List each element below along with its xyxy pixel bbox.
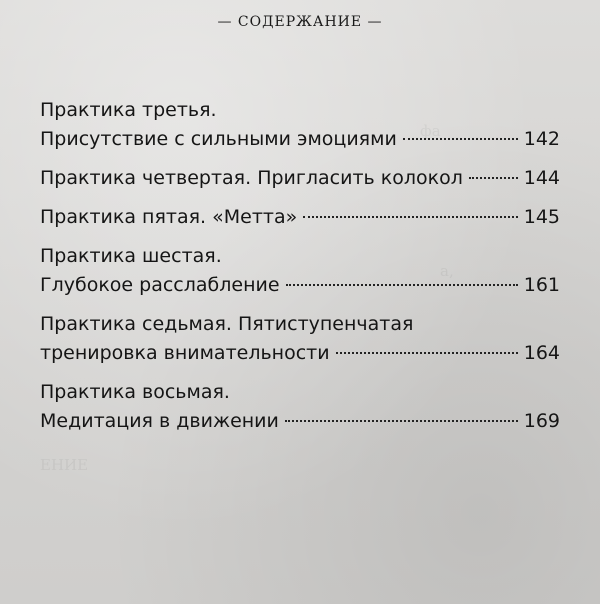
bleed-through-text: а, [440,262,454,280]
toc-entry-title: Медитация в движении [40,410,279,432]
toc-entry-title: Практика шестая. [40,245,222,267]
page-number: 161 [523,274,560,296]
leader-dots [303,216,518,218]
bleed-through-text: ЕНИЕ [40,456,89,474]
toc-entry[interactable] [40,96,560,154]
toc-entry-line [40,96,560,125]
toc-entry-line [40,378,560,407]
page-number: 164 [523,342,560,364]
toc-entry-line [40,271,560,300]
toc-entry-title: Присутствие с сильными эмоциями [40,128,397,150]
page-number: 144 [523,167,560,189]
toc-entry-title: Практика восьмая. [40,381,230,403]
toc-entry-title: Практика седьмая. Пятиступенчатая [40,313,414,335]
leader-dots [285,420,518,422]
toc-entry[interactable] [40,164,560,193]
toc-entry[interactable] [40,310,560,368]
toc-entry[interactable] [40,378,560,436]
toc-entry-line [40,242,560,271]
leader-dots [469,177,518,179]
toc-entry-title: Практика пятая. «Метта» [40,206,298,228]
toc-entry-title: Практика третья. [40,99,217,121]
toc-entry[interactable] [40,203,560,232]
toc-entry-line [40,310,560,339]
leader-dots [286,284,518,286]
toc-entry-line [40,125,560,154]
page-header: — СОДЕРЖАНИЕ — [217,14,383,30]
toc-entry-line [40,203,560,232]
leader-dots [403,138,518,140]
toc-entry-line [40,339,560,368]
toc-entry-line [40,164,560,193]
table-of-contents [40,96,560,446]
page-number: 145 [523,206,560,228]
page-number: 142 [523,128,560,150]
toc-entry-line [40,407,560,436]
bleed-through-text: фа [420,122,441,140]
leader-dots [336,352,518,354]
toc-entry-title: тренировка внимательности [40,342,330,364]
toc-entry-title: Практика четвертая. Пригласить колокол [40,167,463,189]
toc-entry[interactable] [40,242,560,300]
toc-entry-title: Глубокое расслабление [40,274,280,296]
page-number: 169 [523,410,560,432]
